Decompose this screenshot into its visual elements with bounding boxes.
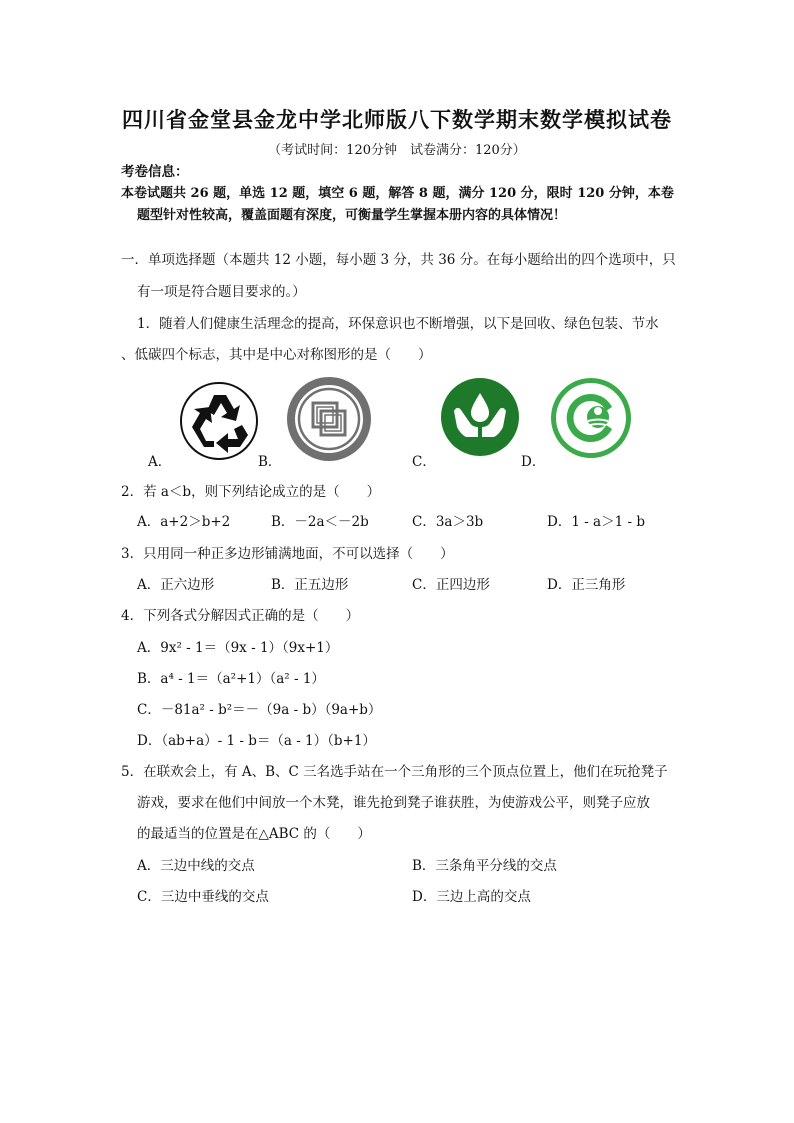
q4-stem: 4．下列各式分解因式正确的是（ ） <box>121 608 360 624</box>
q3-option-a[interactable]: A．正六边形 <box>137 577 215 593</box>
recycle-icon <box>178 381 260 461</box>
q1-option-d[interactable]: D． <box>521 454 546 470</box>
q3-stem: 3．只用同一种正多边形铺满地面，不可以选择（ ） <box>121 546 454 562</box>
section1-instructions-line2: 有一项是符合题目要求的。） <box>137 284 306 300</box>
low-carbon-icon <box>550 377 632 459</box>
q2-option-b[interactable]: B．－2a＜－2b <box>271 514 369 530</box>
q1-option-b[interactable]: B． <box>258 454 282 470</box>
q4-option-a[interactable]: A．9x² - 1＝（9x - 1）（9x+1） <box>137 640 339 656</box>
q1-option-a[interactable]: A． <box>148 454 172 470</box>
q2-option-d[interactable]: D．1 - a＞1 - b <box>547 514 645 530</box>
q5-option-b[interactable]: B．三条角平分线的交点 <box>412 858 557 874</box>
q3-option-c[interactable]: C．正四边形 <box>412 577 490 593</box>
q1-stem-line2: 、低碳四个标志，其中是中心对称图形的是（ ） <box>121 347 432 363</box>
q2-stem: 2．若 a＜b，则下列结论成立的是（ ） <box>121 484 381 500</box>
q5-option-c[interactable]: C．三边中垂线的交点 <box>137 889 269 905</box>
q1-stem-line1: 1．随着人们健康生活理念的提高，环保意识也不断增强，以下是回收、绿色包装、节水 <box>137 316 659 332</box>
q2-option-a[interactable]: A．a+2＞b+2 <box>137 514 231 530</box>
page-title: 四川省金堂县金龙中学北师版八下数学期末数学模拟试卷 <box>122 107 672 132</box>
q4-option-b[interactable]: B．a⁴ - 1＝（a²+1）（a² - 1） <box>137 671 325 687</box>
q5-option-a[interactable]: A．三边中线的交点 <box>137 858 255 874</box>
exam-info-line1: 本卷试题共 26 题，单选 12 题，填空 6 题，解答 8 题，满分 120 分，限时 120 分钟，本卷 <box>121 186 674 201</box>
q5-option-d[interactable]: D．三边上高的交点 <box>412 889 531 905</box>
exam-info-heading: 考卷信息： <box>121 164 189 180</box>
q5-stem-line1: 5．在联欢会上，有 A、B、C 三名选手站在一个三角形的三个顶点位置上，他们在玩抢凳子 <box>121 764 668 780</box>
page-subtitle: （考试时间：120分钟 试卷满分：120分） <box>268 143 526 158</box>
section1-instructions-line1: 一．单项选择题（本题共 12 小题，每小题 3 分，共 36 分。在每小题给出的四个选项中，只 <box>121 252 676 268</box>
q1-option-c[interactable]: C． <box>412 454 436 470</box>
q4-option-d[interactable]: D．（ab+a）- 1 - b＝（a - 1）（b+1） <box>137 733 376 749</box>
q5-stem-line2: 游戏，要求在他们中间放一个木凳，谁先抢到凳子谁获胜，为使游戏公平，则凳子应放 <box>137 795 650 811</box>
q3-option-d[interactable]: D．正三角形 <box>547 577 626 593</box>
q3-option-b[interactable]: B．正五边形 <box>271 577 349 593</box>
q5-stem-line3: 的最适当的位置是在△ABC 的（ ） <box>137 826 371 842</box>
exam-info-line2: 题型针对性较高，覆盖面题有深度，可衡量学生掌握本册内容的具体情况！ <box>137 208 567 223</box>
green-packaging-icon <box>286 376 372 462</box>
q2-option-c[interactable]: C．3a＞3b <box>412 514 484 530</box>
q4-option-c[interactable]: C．－81a² - b²＝－（9a - b）（9a+b） <box>137 702 382 718</box>
water-saving-icon <box>440 377 520 457</box>
